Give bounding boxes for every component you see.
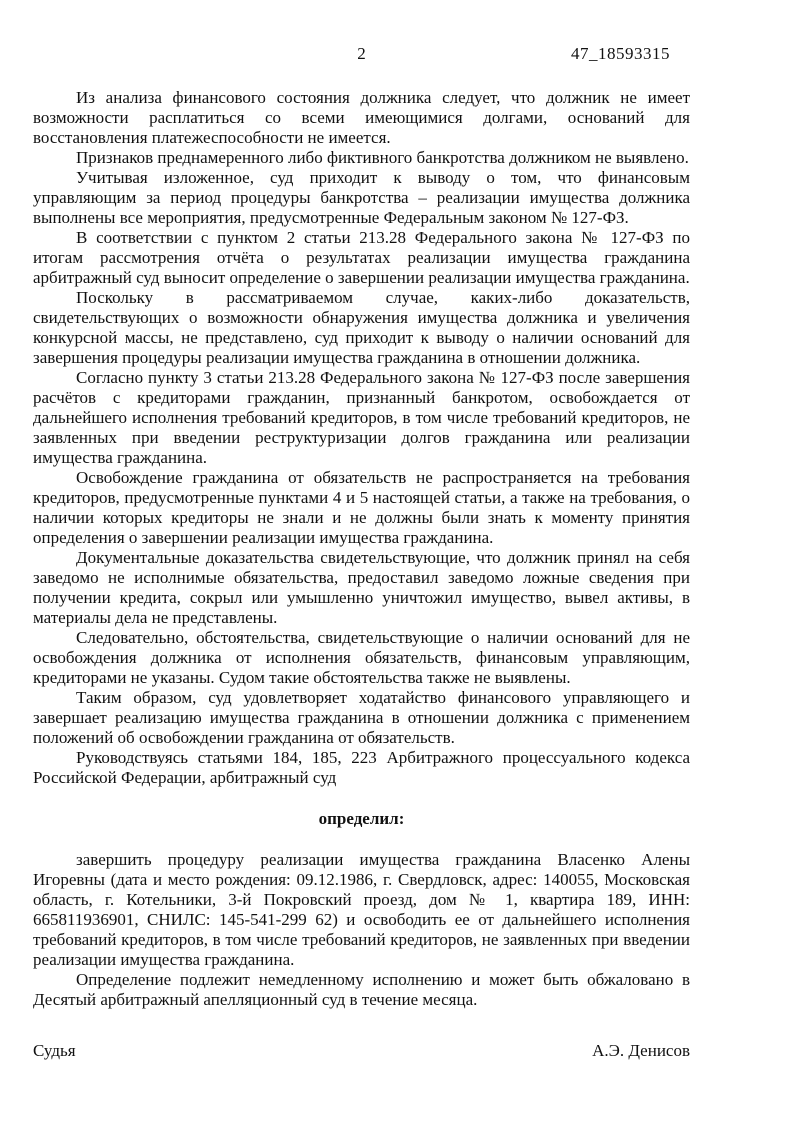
paragraph: Документальные доказательства свидетельствующие, что должник принял на себя заведомо не исполнимые обязательства, предоставил заведомо ложные сведения при получении кредита, сокрыл или умышленно уничтожил имущество, вывел активы, в материалы дела не представлены. — [33, 548, 690, 627]
judge-role-label: Судья — [33, 1041, 76, 1060]
paragraph: Признаков преднамеренного либо фиктивного банкротства должником не выявлено. — [76, 148, 689, 167]
paragraph: В соответствии с пунктом 2 статьи 213.28 Федерального закона № 127-ФЗ по итогам рассмотрения отчёта о результатах реализации имущества гражданина арбитражный суд выносит определение о завершении реализации имущества гражданина. — [33, 228, 690, 287]
document-body — [33, 88, 690, 1010]
judge-name: А.Э. Денисов — [592, 1041, 690, 1060]
paragraph: Согласно пункту 3 статьи 213.28 Федерального закона № 127-ФЗ после завершения расчётов с кредиторами гражданин, признанный банкротом, освобождается от дальнейшего исполнения требований кредиторов, в том числе требований кредиторов, не заявленных при введении реструктуризации долгов гражданина или реализации имущества гражданина. — [33, 368, 690, 467]
case-document-number: 47_18593315 — [571, 44, 670, 63]
page-header — [33, 44, 690, 64]
paragraph: Таким образом, суд удовлетворяет ходатайство финансового управляющего и завершает реализацию имущества гражданина в отношении должника с применением положений об освобождении гражданина от обязательств. — [33, 688, 690, 747]
signature-block — [33, 1041, 690, 1061]
paragraph: Следовательно, обстоятельства, свидетельствующие о наличии оснований для не освобождения должника от исполнения обязательств, финансовым управляющим, кредиторами не указаны. Судом такие обстоятельства также не выявлены. — [33, 628, 690, 687]
ruling-paragraph: Определение подлежит немедленному исполнению и может быть обжаловано в Десятый арбитражный апелляционный суд в течение месяца. — [33, 970, 690, 1009]
page-number: 2 — [357, 44, 366, 63]
ruling-paragraph: завершить процедуру реализации имущества гражданина Власенко Алены Игоревны (дата и место рождения: 09.12.1986, г. Свердловск, адрес: 140055, Московская область, г. Котельники, 3-й Покровский проезд, дом № 1, квартира 189, ИНН: 665811936901, СНИЛС: 145-541-299 62) и освободить ее от дальнейшего исполнения требований кредиторов, в том числе требований кредиторов, не заявленных при введении реализации имущества гражданина. — [33, 850, 690, 969]
paragraph: Учитывая изложенное, суд приходит к выводу о том, что финансовым управляющим за период процедуры банкротства – реализации имущества должника выполнены все мероприятия, предусмотренные Федеральным законом № 127-ФЗ. — [33, 168, 690, 227]
paragraph: Руководствуясь статьями 184, 185, 223 Арбитражного процессуального кодекса Российской Федерации, арбитражный суд — [33, 748, 690, 787]
paragraph: Освобождение гражданина от обязательств не распространяется на требования кредиторов, предусмотренные пунктами 4 и 5 настоящей статьи, а также на требования, о наличии которых кредиторы не знали и не должны были знать к моменту принятия определения о завершении реализации имущества гражданина. — [33, 468, 690, 547]
ruling-heading: определил: — [318, 809, 405, 828]
paragraph: Поскольку в рассматриваемом случае, каких-либо доказательств, свидетельствующих о возможности обнаружения имущества должника и увеличения конкурсной массы, не представлено, суд приходит к выводу о наличии оснований для завершения процедуры реализации имущества гражданина в отношении должника. — [33, 288, 690, 367]
paragraph: Из анализа финансового состояния должника следует, что должник не имеет возможности расплатиться со всеми имеющимися долгами, оснований для восстановления платежеспособности не имеется. — [33, 88, 690, 147]
